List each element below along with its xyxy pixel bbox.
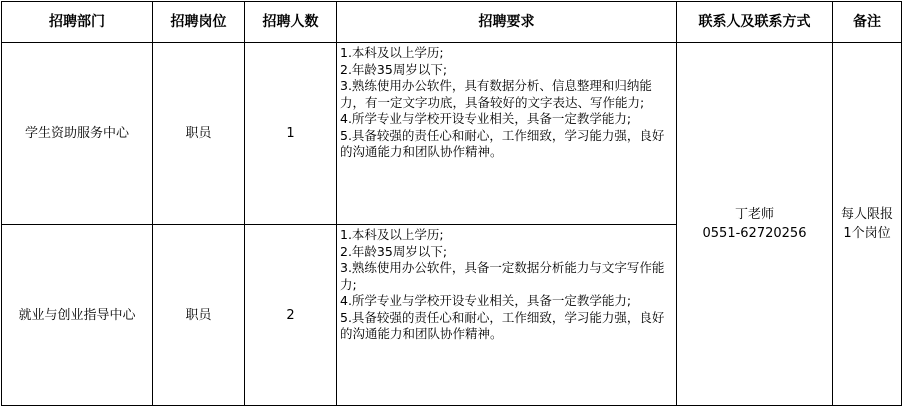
header-contact: 联系人及联系方式	[677, 2, 833, 43]
requirements-cell	[337, 43, 677, 225]
note-line: 1个岗位	[843, 226, 891, 241]
department-cell: 学生资助服务中心	[2, 43, 153, 225]
requirement-item: 4.所学专业与学校开设专业相关，具备一定教学能力;	[340, 293, 632, 308]
requirement-item: 5.具备较强的责任心和耐心，工作细致，学习能力强，良好的沟通能力和团队协作精神。	[340, 309, 665, 341]
requirement-item: 5.具备较强的责任心和耐心，工作细致，学习能力强，良好的沟通能力和团队协作精神。	[340, 127, 665, 159]
count-cell: 2	[245, 225, 337, 406]
header-position: 招聘岗位	[153, 2, 245, 43]
requirements-cell	[337, 225, 677, 406]
contact-name: 丁老师	[734, 207, 774, 222]
position-cell: 职员	[153, 225, 245, 406]
header-requirements: 招聘要求	[337, 2, 677, 43]
requirement-item: 4.所学专业与学校开设专业相关，具备一定教学能力;	[340, 111, 632, 126]
requirement-item: 1.本科及以上学历;	[340, 227, 444, 242]
table-row	[2, 43, 902, 225]
header-department: 招聘部门	[2, 2, 153, 43]
note-cell	[833, 43, 902, 406]
count-cell: 1	[245, 43, 337, 225]
contact-cell	[677, 43, 833, 406]
note-line: 每人限报	[840, 207, 893, 222]
requirement-item: 3.熟练使用办公软件，具备一定数据分析能力与文字写作能力;	[340, 260, 665, 292]
requirement-item: 1.本科及以上学历;	[340, 45, 444, 60]
contact-phone: 0551-62720256	[702, 226, 807, 241]
position-cell: 职员	[153, 43, 245, 225]
requirement-item: 2.年龄35周岁以下;	[340, 243, 448, 259]
requirement-item: 2.年龄35周岁以下;	[340, 61, 448, 77]
requirement-item: 3.熟练使用办公软件，具有数据分析、信息整理和归纳能力，有一定文字功底，具备较好的文字表达、写作能力;	[340, 78, 652, 110]
department-cell: 就业与创业指导中心	[2, 225, 153, 406]
header-row	[2, 2, 902, 43]
header-note: 备注	[833, 2, 902, 43]
recruitment-table	[1, 1, 902, 406]
header-count: 招聘人数	[245, 2, 337, 43]
